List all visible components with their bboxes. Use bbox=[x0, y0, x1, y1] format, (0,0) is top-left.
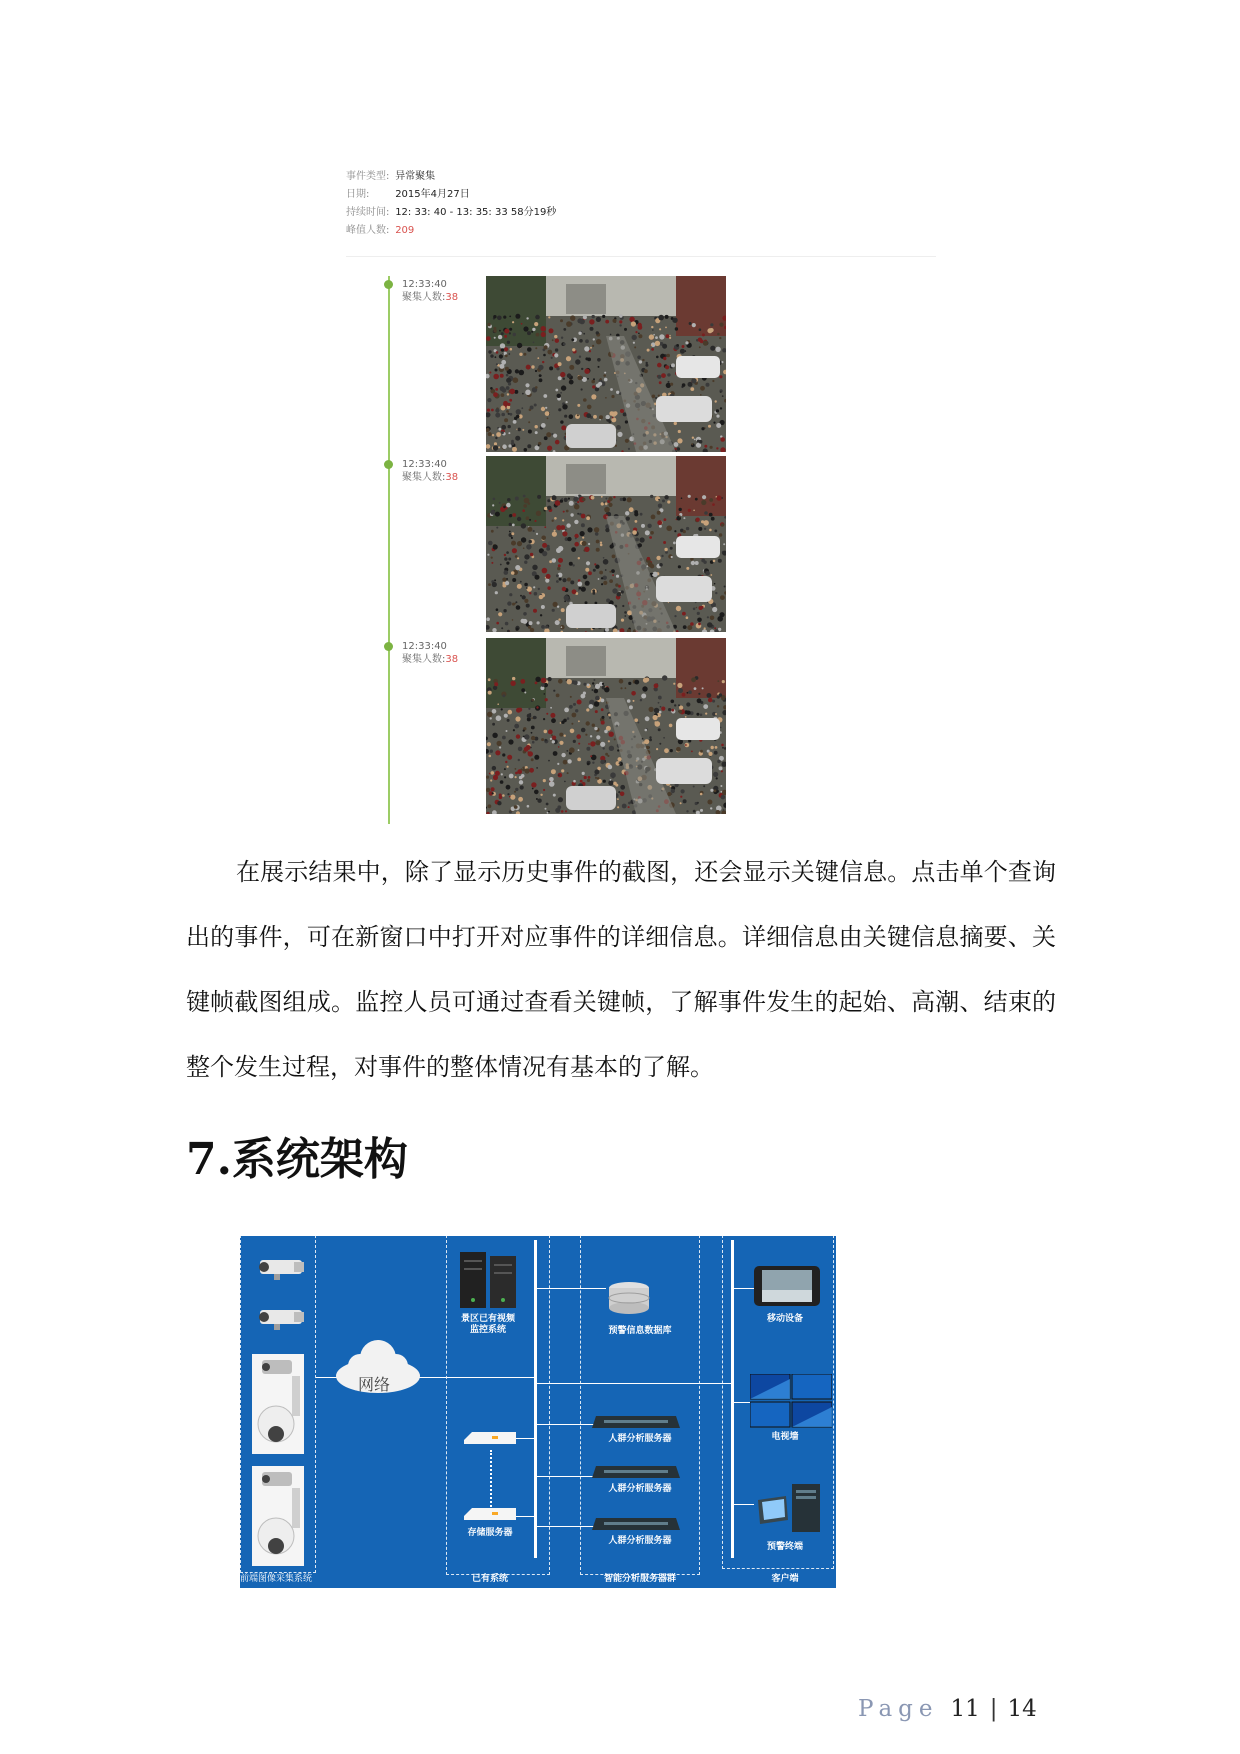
mobile-device-icon bbox=[752, 1264, 822, 1308]
line-center bbox=[534, 1383, 734, 1384]
rack-server-icon bbox=[590, 1464, 682, 1480]
page-word: Page bbox=[858, 1696, 939, 1722]
client-label: 客户端 bbox=[771, 1574, 799, 1584]
event-duration-row bbox=[346, 204, 606, 222]
front-capture-label: 前端图像采集系统 bbox=[240, 1574, 313, 1584]
line-mobile bbox=[734, 1288, 754, 1289]
timeline-time: 12:33:40 bbox=[402, 459, 447, 470]
divider bbox=[346, 256, 936, 257]
smart-cluster-label: 智能分析服务器群 bbox=[603, 1574, 676, 1584]
event-peak-value: 209 bbox=[395, 225, 415, 236]
rack-server-icon bbox=[590, 1516, 682, 1532]
tv-wall-label: 电视墙 bbox=[771, 1432, 799, 1442]
event-type-label: 事件类型: bbox=[346, 171, 390, 182]
event-date-row bbox=[346, 186, 606, 204]
timeline-dot bbox=[384, 280, 393, 289]
crowd-server-label: 人群分析服务器 bbox=[608, 1484, 672, 1494]
storage-ellipsis bbox=[490, 1450, 494, 1510]
storage-server-icon bbox=[462, 1430, 518, 1446]
timeline-item[interactable] bbox=[384, 458, 964, 638]
timeline-caption bbox=[402, 278, 458, 304]
timeline-caption bbox=[402, 458, 458, 484]
existing-video-label: 景区已有视频 监控系统 bbox=[460, 1314, 515, 1335]
alert-terminal-icon bbox=[756, 1482, 824, 1534]
page-footer bbox=[858, 1696, 1037, 1722]
event-type-value: 异常聚集 bbox=[395, 171, 436, 182]
event-date-label: 日期: bbox=[346, 189, 370, 200]
crowd-server-label: 人群分析服务器 bbox=[608, 1434, 672, 1444]
storage-server-label: 存储服务器 bbox=[467, 1528, 513, 1538]
storage-server-icon bbox=[462, 1506, 518, 1522]
timeline-count-label: 聚集人数: bbox=[402, 292, 446, 303]
timeline-count: 38 bbox=[445, 292, 459, 303]
paragraph-text: 在展示结果中，除了显示历史事件的截图，还会显示关键信息。点击单个查询出的事件，可在新窗口中打开对应事件的详细信息。详细信息由关键信息摘要、关键帧截图组成。监控人员可通过查看关键帧，了解事件发生的起始、高潮、结束的整个发生过程，对事件的整体情况有基本的了解。 bbox=[186, 858, 1056, 1081]
page-separator: | bbox=[989, 1696, 998, 1722]
dome-camera-icon bbox=[252, 1354, 304, 1454]
crowd-server-label: 人群分析服务器 bbox=[608, 1536, 672, 1546]
event-duration-label: 持续时间: bbox=[346, 207, 390, 218]
body-paragraph bbox=[186, 840, 1056, 1100]
line-terminal bbox=[734, 1504, 754, 1505]
event-duration-value: 12: 33: 40 - 13: 35: 33 58分19秒 bbox=[395, 207, 557, 218]
system-architecture-diagram bbox=[240, 1236, 836, 1588]
tv-wall-icon bbox=[750, 1374, 832, 1428]
alert-terminal-label: 预警终端 bbox=[766, 1542, 803, 1552]
timeline-count: 38 bbox=[445, 654, 459, 665]
database-icon bbox=[606, 1280, 652, 1316]
line-db bbox=[536, 1288, 606, 1289]
crowd-photo-image bbox=[486, 276, 726, 452]
event-peak-row bbox=[346, 222, 606, 240]
timeline-item[interactable] bbox=[384, 278, 964, 458]
rack-server-icon bbox=[590, 1414, 682, 1430]
timeline-count-label: 聚集人数: bbox=[402, 654, 446, 665]
timeline-time: 12:33:40 bbox=[402, 641, 447, 652]
crowd-photo-image bbox=[486, 456, 726, 632]
timeline-dot bbox=[384, 460, 393, 469]
page-total: 14 bbox=[1007, 1696, 1037, 1722]
timeline-caption bbox=[402, 640, 458, 666]
section-heading: 7.系统架构 bbox=[186, 1134, 408, 1185]
timeline-count-label: 聚集人数: bbox=[402, 472, 446, 483]
page-current: 11 bbox=[950, 1696, 980, 1722]
timeline-count: 38 bbox=[445, 472, 459, 483]
keyframe-crowd-photo[interactable] bbox=[486, 638, 726, 814]
event-date-value: 2015年4月27日 bbox=[395, 189, 470, 200]
alert-db-label: 预警信息数据库 bbox=[608, 1326, 672, 1336]
camera-icon bbox=[254, 1252, 310, 1282]
keyframe-crowd-photo[interactable] bbox=[486, 276, 726, 452]
event-type-row bbox=[346, 168, 606, 186]
timeline-dot bbox=[384, 642, 393, 651]
network-label: 网络 bbox=[358, 1375, 391, 1394]
event-summary bbox=[346, 168, 606, 240]
existing-system-label: 已有系统 bbox=[471, 1574, 508, 1584]
timeline-item[interactable] bbox=[384, 640, 964, 820]
dome-camera-icon bbox=[252, 1466, 304, 1566]
camera-icon bbox=[254, 1302, 310, 1332]
server-tower-icon bbox=[458, 1250, 520, 1310]
event-peak-label: 峰值人数: bbox=[346, 225, 390, 236]
timeline-time: 12:33:40 bbox=[402, 279, 447, 290]
mobile-label: 移动设备 bbox=[766, 1314, 803, 1324]
crowd-photo-image bbox=[486, 638, 726, 814]
keyframe-crowd-photo[interactable] bbox=[486, 456, 726, 632]
